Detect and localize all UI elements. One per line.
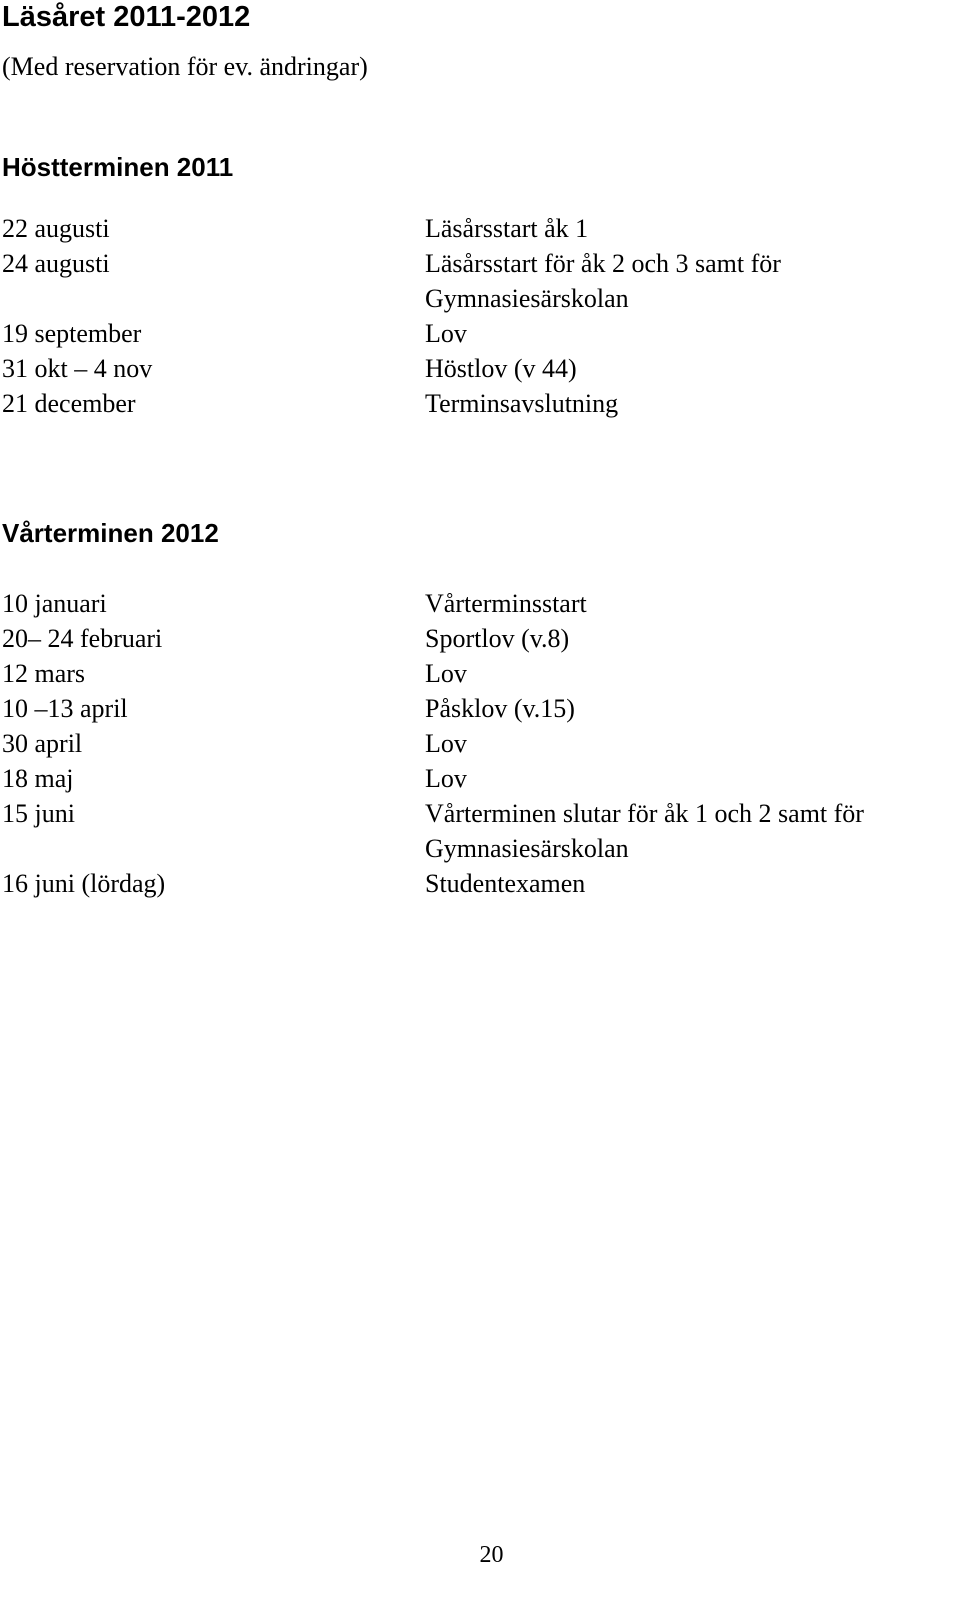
schedule-event-line: Påsklov (v.15) (425, 694, 575, 723)
schedule-date: 12 mars (2, 659, 86, 688)
schedule-row (0, 866, 960, 901)
schedule-date: 19 september (2, 319, 142, 348)
schedule-date: 24 augusti (2, 249, 110, 278)
schedule-event-line: Lov (425, 764, 467, 793)
schedule-event (425, 691, 960, 726)
schedule-event (425, 866, 960, 901)
schedule-event (425, 316, 960, 351)
schedule-event-line: Läsårsstart åk 1 (425, 214, 589, 243)
schedule-event (425, 351, 960, 386)
spring-term-heading: Vårterminen 2012 (2, 518, 219, 548)
schedule-event (425, 656, 960, 691)
schedule-date: 18 maj (2, 764, 74, 793)
schedule-row (0, 691, 960, 726)
schedule-date: 30 april (2, 729, 83, 758)
schedule-event-line: Vårterminen slutar för åk 1 och 2 samt för (425, 799, 864, 828)
schedule-event-line: Lov (425, 729, 467, 758)
schedule-row (0, 621, 960, 656)
schedule-date: 10 –13 april (2, 694, 128, 723)
schedule-row (0, 586, 960, 621)
schedule-event-line: Gymnasiesärskolan (425, 284, 629, 313)
document-subtitle: (Med reservation för ev. ändringar) (2, 52, 368, 81)
schedule-event-line: Lov (425, 659, 467, 688)
schedule-row (0, 246, 960, 316)
schedule-event-line: Höstlov (v 44) (425, 354, 577, 383)
schedule-row (0, 796, 960, 866)
schedule-row (0, 316, 960, 351)
schedule-date: 22 augusti (2, 214, 110, 243)
schedule-event (425, 211, 960, 246)
schedule-row (0, 211, 960, 246)
page-number: 20 (479, 1542, 504, 1568)
schedule-date: 10 januari (2, 589, 107, 618)
schedule-row (0, 726, 960, 761)
schedule-date: 21 december (2, 389, 136, 418)
schedule-event (425, 246, 960, 316)
autumn-schedule (0, 211, 960, 421)
schedule-event-line: Studentexamen (425, 869, 586, 898)
autumn-term-heading: Höstterminen 2011 (2, 152, 234, 182)
schedule-event (425, 621, 960, 656)
schedule-date: 20– 24 februari (2, 624, 163, 653)
schedule-row (0, 656, 960, 691)
schedule-event (425, 386, 960, 421)
schedule-event (425, 586, 960, 621)
schedule-event-line: Gymnasiesärskolan (425, 834, 629, 863)
schedule-event-line: Lov (425, 319, 467, 348)
schedule-row (0, 761, 960, 796)
schedule-event (425, 726, 960, 761)
schedule-row (0, 351, 960, 386)
schedule-event-line: Läsårsstart för åk 2 och 3 samt för (425, 249, 781, 278)
schedule-event-line: Vårterminsstart (425, 589, 587, 618)
document-title: Läsåret 2011-2012 (2, 1, 251, 33)
spring-schedule (0, 586, 960, 901)
schedule-event-line: Sportlov (v.8) (425, 624, 570, 653)
schedule-date: 16 juni (lördag) (2, 869, 166, 898)
schedule-date: 15 juni (2, 799, 75, 828)
schedule-row (0, 386, 960, 421)
schedule-event-line: Terminsavslutning (425, 389, 619, 418)
schedule-date: 31 okt – 4 nov (2, 354, 153, 383)
schedule-event (425, 796, 960, 866)
schedule-event (425, 761, 960, 796)
